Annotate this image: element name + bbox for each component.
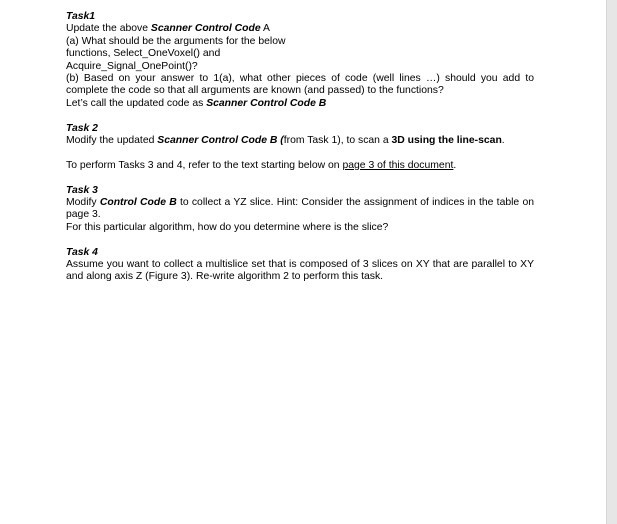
task2-text-mid: from Task 1), to scan a [283,135,392,147]
task1-para-b: (b) Based on your answer to 1(a), what other pieces of code (well lines …) should you add to complete the code so that all arguments are known (and passed) to the functions? [66,73,534,97]
task3-para1-code: Control Code B [99,197,177,209]
task1-line7-code: Scanner Control Code B [206,97,327,109]
task2-section [66,123,534,148]
task1-line7 [66,98,534,110]
task1-line1 [66,23,534,35]
task2-text-bold: 3D using the line-scan [391,135,502,147]
page3-link[interactable]: page 3 of this document [342,159,454,171]
document-content [66,11,534,296]
task3-para1 [66,197,534,222]
note-section [66,160,534,172]
task4-section [66,247,534,284]
task2-heading: Task 2 [66,122,98,134]
task1-line4: Acquire_Signal_OnePoint()? [66,60,198,72]
task3-para1-post: to collect a YZ slice. Hint: Consider the assignment of indices in the table on page 3. [66,197,534,221]
task1-section [66,11,534,110]
task1-line7-pre: Let’s call the updated code as [66,97,207,109]
task4-heading: Task 4 [66,246,98,258]
task3-heading: Task 3 [66,184,98,196]
task3-para1-pre: Modify [66,197,100,209]
task3-para2: For this particular algorithm, how do you determine where is the slice? [66,221,389,233]
task1-line1-code: Scanner Control Code [150,23,261,35]
task1-line1-pre: Update the above [66,23,151,35]
vertical-scrollbar[interactable] [606,0,617,524]
task3-section [66,185,534,235]
note-text-pre: To perform Tasks 3 and 4, refer to the text starting below on [66,159,343,171]
note-text [66,160,534,172]
task2-text-post: . [501,135,505,147]
task1-line3: functions, Select_OneVoxel() and [66,48,221,60]
task2-text-pre: Modify the updated [66,135,158,147]
task2-text [66,135,534,147]
task2-text-code: Scanner Control Code B ( [157,135,284,147]
task1-line1-post: A [260,23,270,35]
task1-line2: (a) What should be the arguments for the below [66,35,286,47]
task1-heading: Task1 [66,11,96,22]
task4-para: Assume you want to collect a multislice set that is composed of 3 slices on XY that are parallel to XY and along axis Z (Figure 3). Re-write algorithm 2 to perform this task. [66,259,534,283]
note-text-post: . [453,159,457,171]
